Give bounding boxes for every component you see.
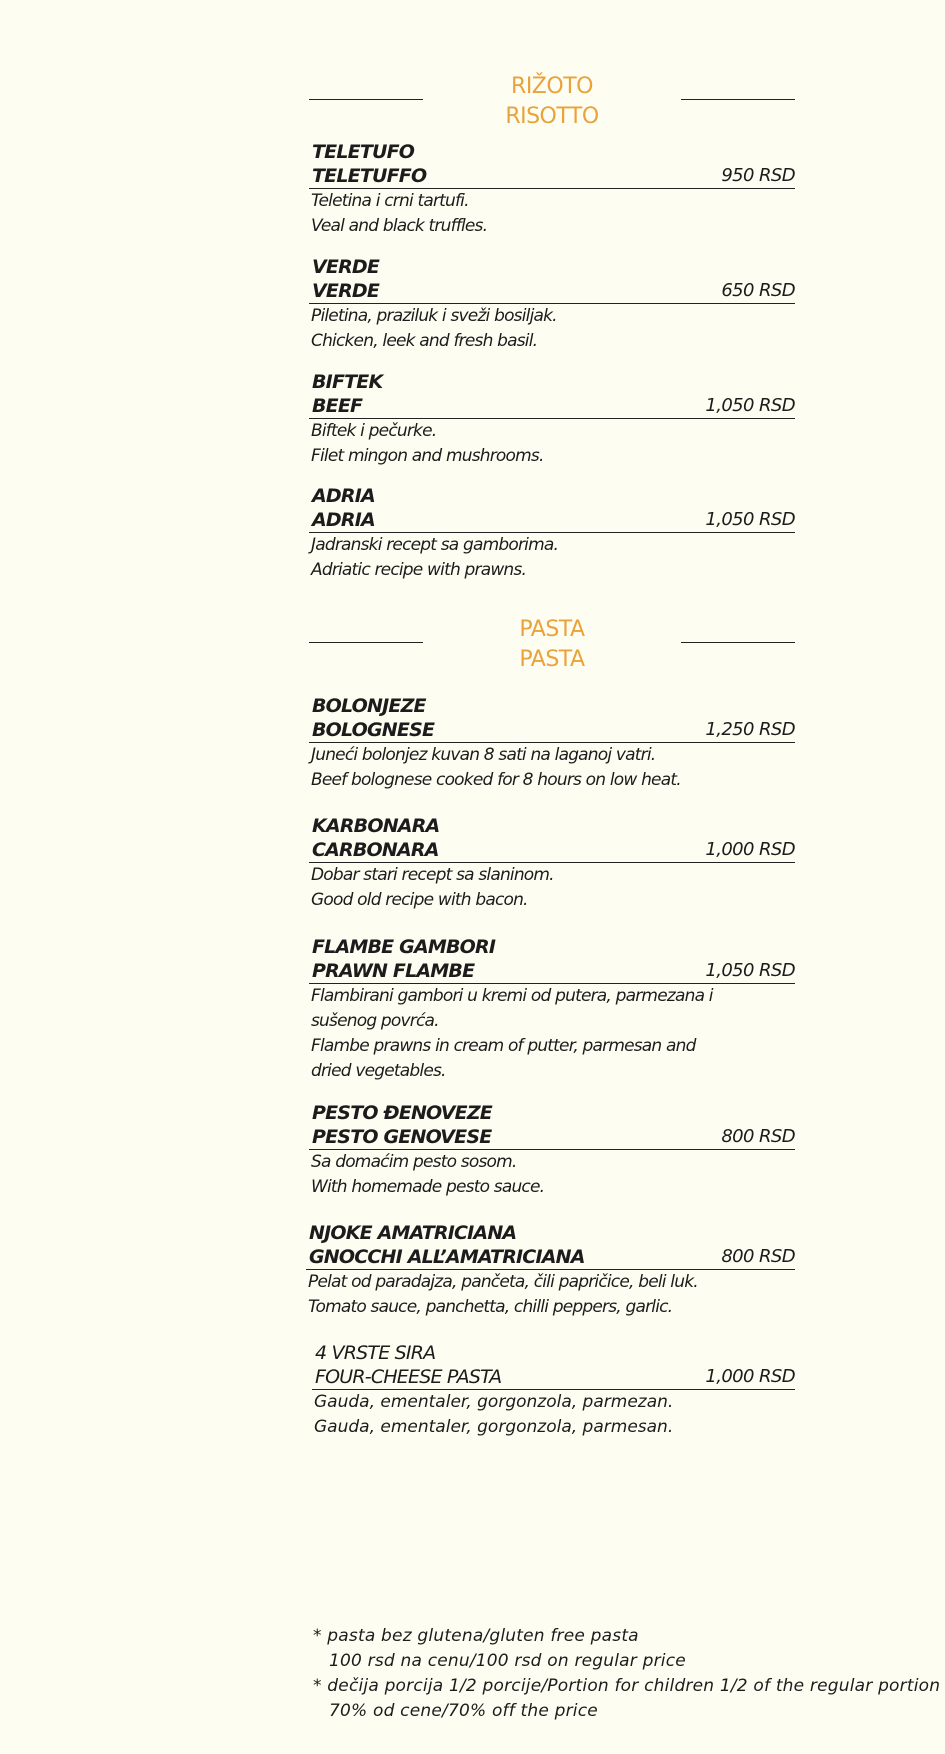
- item-price: 1,000 RSD: [705, 1366, 795, 1387]
- item-desc-en: Beef bolognese cooked for 8 hours on low heat.: [311, 770, 681, 790]
- item-name-row: [306, 1245, 795, 1270]
- item-name-row: [309, 508, 795, 533]
- menu-item: [309, 484, 795, 583]
- footnote-children-portion: * dečija porcija 1/2 porcije/Portion for children 1/2 of the regular portion: [313, 1676, 941, 1696]
- item-name-row: [309, 394, 795, 419]
- item-name-en: CARBONARA: [312, 839, 439, 861]
- item-price: 800 RSD: [721, 1246, 795, 1267]
- item-name-sr: VERDE: [312, 256, 380, 278]
- item-name-row: [309, 1125, 795, 1150]
- item-desc-sr: Piletina, praziluk i sveži bosiljak.: [311, 306, 557, 326]
- item-desc-sr: Biftek i pečurke.: [311, 421, 437, 441]
- item-name-en: VERDE: [312, 280, 380, 302]
- item-desc-en: Filet mingon and mushrooms.: [311, 446, 544, 466]
- item-price: 650 RSD: [721, 280, 795, 301]
- item-name-sr: KARBONARA: [312, 815, 440, 837]
- section-title-sr: PASTA: [519, 617, 585, 642]
- item-price: 1,250 RSD: [705, 719, 795, 740]
- item-name-row: [309, 959, 795, 984]
- item-desc-sr: Dobar stari recept sa slaninom.: [311, 865, 554, 885]
- menu-item: [309, 694, 795, 793]
- item-desc-sr: Pelat od paradajza, pančeta, čili papričice, beli luk.: [308, 1272, 698, 1292]
- item-name-row: [309, 279, 795, 304]
- item-desc-en: Gauda, ementaler, gorgonzola, parmesan.: [314, 1417, 674, 1437]
- item-name-sr: BIFTEK: [312, 371, 383, 393]
- item-name-sr: PESTO ĐENOVEZE: [312, 1102, 492, 1124]
- item-name-en: PESTO GENOVESE: [312, 1126, 492, 1148]
- item-desc-en: Adriatic recipe with prawns.: [311, 560, 527, 580]
- item-name-sr: 4 VRSTE SIRA: [315, 1342, 436, 1364]
- item-desc-sr: Gauda, ementaler, gorgonzola, parmezan.: [314, 1392, 674, 1412]
- section-title-sr: RIŽOTO: [511, 74, 593, 99]
- header-rule-right: [681, 99, 795, 100]
- item-name-sr: BOLONJEZE: [312, 695, 426, 717]
- footnote-children-price: 70% od cene/70% off the price: [329, 1701, 598, 1721]
- item-name-row: [312, 1365, 795, 1390]
- menu-item: [309, 370, 795, 469]
- item-desc-en: Chicken, leek and fresh basil.: [311, 331, 538, 351]
- item-name-sr: TELETUFO: [312, 141, 415, 163]
- item-desc-en: With homemade pesto sauce.: [311, 1177, 545, 1197]
- section-title-en: PASTA: [519, 647, 585, 672]
- item-price: 1,000 RSD: [705, 839, 795, 860]
- header-rule-left: [309, 99, 423, 100]
- menu-item: [312, 1341, 795, 1440]
- item-price: 1,050 RSD: [705, 509, 795, 530]
- item-name-row: [309, 838, 795, 863]
- item-desc-en: Veal and black truffles.: [311, 216, 488, 236]
- item-desc-sr: Sa domaćim pesto sosom.: [311, 1152, 517, 1172]
- menu-item: [309, 255, 795, 354]
- item-name-en: GNOCCHI ALL’AMATRICIANA: [309, 1246, 585, 1268]
- item-desc-en: Tomato sauce, panchetta, chilli peppers, garlic.: [308, 1297, 673, 1317]
- item-desc-sr: Flambirani gambori u kremi od putera, parmezana i sušenog povrća.: [311, 986, 713, 1031]
- header-rule-left: [309, 642, 423, 643]
- item-name-en: BOLOGNESE: [312, 719, 435, 741]
- menu-item: [309, 1101, 795, 1200]
- item-price: 1,050 RSD: [705, 960, 795, 981]
- item-name-en: BEEF: [312, 395, 363, 417]
- item-price: 1,050 RSD: [705, 395, 795, 416]
- menu-item: [309, 814, 795, 913]
- item-price: 800 RSD: [721, 1126, 795, 1147]
- item-name-sr: ADRIA: [312, 485, 375, 507]
- item-desc-en: Good old recipe with bacon.: [311, 890, 528, 910]
- menu-item: [306, 1221, 795, 1320]
- item-name-en: TELETUFFO: [312, 165, 427, 187]
- item-name-en: PRAWN FLAMBE: [312, 960, 475, 982]
- item-name-row: [309, 718, 795, 743]
- pasta-section-header: [309, 615, 795, 679]
- item-name-sr: FLAMBE GAMBORI: [312, 936, 496, 958]
- menu-item: [309, 140, 795, 239]
- item-name-en: FOUR-CHEESE PASTA: [315, 1366, 502, 1388]
- item-desc-sr: Teletina i crni tartufi.: [311, 191, 469, 211]
- section-title-en: RISOTTO: [505, 104, 599, 129]
- item-desc-en: Flambe prawns in cream of putter, parmesan and dried vegetables.: [311, 1036, 696, 1081]
- header-rule-right: [681, 642, 795, 643]
- item-name-sr: NJOKE AMATRICIANA: [309, 1222, 517, 1244]
- footnote-gluten-free: * pasta bez glutena/gluten free pasta: [313, 1626, 639, 1646]
- item-name-row: [309, 164, 795, 189]
- item-desc-sr: Jadranski recept sa gamborima.: [311, 535, 559, 555]
- item-name-en: ADRIA: [312, 509, 375, 531]
- footnote-gluten-free-price: 100 rsd na cenu/100 rsd on regular price: [329, 1651, 686, 1671]
- item-desc-sr: Juneći bolonjez kuvan 8 sati na laganoj vatri.: [311, 745, 656, 765]
- risotto-section-header: [309, 72, 795, 136]
- item-price: 950 RSD: [721, 165, 795, 186]
- menu-item: [309, 935, 795, 1084]
- footnotes: [313, 1624, 941, 1724]
